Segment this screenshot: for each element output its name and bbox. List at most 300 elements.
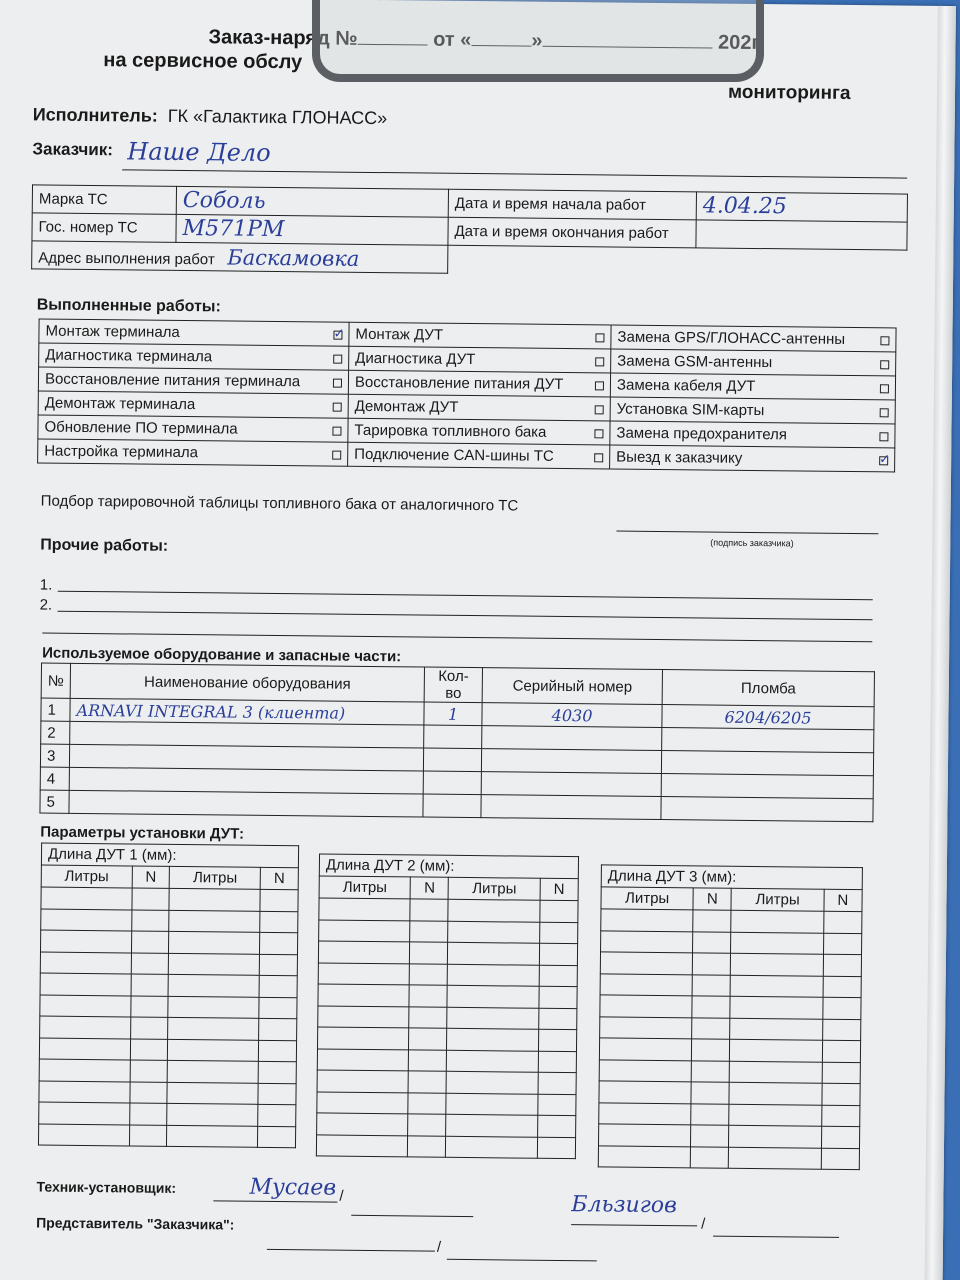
other-line-2 — [58, 611, 873, 621]
equipment-header: Серийный номер — [482, 668, 662, 705]
dut-cell[interactable] — [131, 931, 169, 953]
dut-cell[interactable] — [410, 920, 448, 942]
dut-cell[interactable] — [132, 888, 170, 910]
work-item-checkbox[interactable] — [879, 456, 888, 465]
dut-cell[interactable] — [540, 922, 578, 944]
equipment-cell — [482, 726, 662, 751]
dut-cell[interactable] — [260, 889, 298, 911]
dut-cell[interactable] — [40, 952, 131, 974]
dut-cell[interactable] — [260, 932, 298, 954]
vehicle-table — [31, 184, 908, 278]
dut-cell[interactable] — [731, 910, 823, 932]
dut-row — [40, 1016, 297, 1040]
dut-cell[interactable] — [41, 887, 132, 909]
work-item-label: Замена GSM-антенны — [617, 352, 773, 372]
dut-cell[interactable] — [729, 1082, 821, 1104]
equipment-cell — [662, 728, 874, 753]
dut-cell[interactable] — [822, 997, 861, 1019]
work-item-checkbox[interactable] — [332, 427, 341, 436]
dut-cell[interactable] — [129, 1103, 167, 1125]
rep-name-line — [447, 1259, 597, 1262]
dut-cell[interactable] — [168, 996, 259, 1018]
equipment-title: Используемое оборудование и запасные части: — [42, 644, 402, 666]
work-item-checkbox[interactable] — [880, 360, 889, 369]
equipment-cell: 2 — [41, 721, 70, 744]
dut-col-header: Литры — [731, 888, 823, 911]
dut-cell[interactable] — [409, 1049, 447, 1071]
dut-cell[interactable] — [168, 1017, 259, 1039]
dut-cell[interactable] — [823, 954, 862, 976]
dut-cell[interactable] — [410, 942, 448, 964]
dut-cell[interactable] — [167, 1103, 258, 1125]
dut-cell[interactable] — [730, 1061, 822, 1083]
dut-cell[interactable] — [538, 1094, 576, 1116]
work-item-checkbox[interactable] — [880, 408, 889, 417]
clipboard-clip — [312, 0, 764, 82]
work-item-checkbox[interactable] — [333, 355, 342, 364]
dut-cell[interactable] — [730, 1039, 822, 1061]
dut-cell[interactable] — [692, 996, 731, 1018]
dut-cell[interactable] — [692, 974, 731, 996]
dut-cell[interactable] — [167, 1125, 258, 1147]
dut-row — [38, 1124, 295, 1148]
dut-cell[interactable] — [538, 1051, 576, 1073]
dut-cell[interactable] — [447, 1050, 539, 1072]
dut-cell[interactable] — [169, 888, 260, 910]
dut-cell[interactable] — [823, 976, 862, 998]
dut-cell[interactable] — [409, 985, 447, 1007]
address-cell: Адрес выполнения работ Баскамовка — [32, 241, 448, 273]
work-item — [349, 322, 611, 349]
dut-cell[interactable] — [448, 964, 540, 986]
dut-row — [40, 952, 297, 976]
dut-cell[interactable] — [131, 952, 169, 974]
dut-cell[interactable] — [167, 1082, 258, 1104]
dut-cell[interactable] — [129, 1124, 167, 1146]
dut-title: Параметры установки ДУТ: — [40, 823, 245, 843]
work-item-label: Замена предохранителя — [616, 424, 788, 444]
dut-cell[interactable] — [691, 1103, 730, 1125]
dut-cell[interactable] — [318, 984, 410, 1006]
work-item-label: Выезд к заказчику — [616, 448, 743, 467]
dut-row — [601, 930, 862, 954]
customer-sign-line — [616, 531, 878, 535]
dut-cell[interactable] — [821, 1148, 860, 1170]
dut-cell[interactable] — [446, 1136, 538, 1158]
dut-cell[interactable] — [731, 932, 823, 954]
dut-cell[interactable] — [259, 1018, 297, 1040]
dut-row — [317, 1070, 576, 1094]
equipment-cell: 4 — [40, 767, 69, 790]
dut-cell[interactable] — [692, 1039, 731, 1061]
dut-cell[interactable] — [131, 909, 169, 931]
equipment-cell: 1 — [424, 702, 482, 726]
dut-cell[interactable] — [39, 1038, 130, 1060]
dut-cell[interactable] — [822, 1083, 861, 1105]
dut-cell[interactable] — [537, 1137, 575, 1159]
dut-cell[interactable] — [539, 1008, 577, 1030]
dut-cell[interactable] — [259, 997, 297, 1019]
dut-cell[interactable] — [259, 1040, 297, 1062]
dut-table-title: Длина ДУТ 2 (мм): — [319, 854, 578, 879]
dut-row — [40, 995, 297, 1019]
work-item — [611, 325, 896, 352]
dut-cell[interactable] — [318, 941, 410, 963]
dut-cell[interactable] — [408, 1135, 446, 1157]
executor-row: Исполнитель: ГК «Галактика ГЛОНАСС» — [32, 104, 388, 129]
equipment-cell — [423, 794, 481, 818]
rep-label: Представитель "Заказчика": — [36, 1214, 235, 1233]
work-item-checkbox[interactable] — [333, 331, 342, 340]
work-item-checkbox[interactable] — [595, 405, 604, 414]
dut-cell[interactable] — [130, 1038, 168, 1060]
dut-row — [318, 1005, 577, 1029]
dut-cell[interactable] — [601, 909, 693, 931]
work-item-checkbox[interactable] — [880, 336, 889, 345]
work-item — [348, 418, 610, 445]
dut-cell[interactable] — [822, 1019, 861, 1041]
dut-cell[interactable] — [730, 996, 822, 1018]
dut-cell[interactable] — [408, 1114, 446, 1136]
equipment-cell — [481, 749, 661, 774]
work-item-checkbox[interactable] — [595, 333, 604, 342]
dut-cell[interactable] — [317, 1091, 409, 1113]
work-item-checkbox[interactable] — [333, 379, 342, 388]
equipment-cell — [481, 795, 661, 820]
work-item-checkbox[interactable] — [595, 381, 604, 390]
dut-cell[interactable] — [539, 943, 577, 965]
other-title: Прочие работы: — [40, 536, 169, 555]
dut-cell[interactable] — [40, 1016, 131, 1038]
dut-cell[interactable] — [318, 962, 410, 984]
work-item — [38, 367, 348, 394]
dut-col-header: Литры — [601, 887, 693, 910]
dut-cell[interactable] — [316, 1134, 408, 1156]
dut-cell[interactable] — [408, 1092, 446, 1114]
dut-row — [317, 1113, 576, 1137]
work-item-label: Диагностика терминала — [45, 346, 213, 366]
dut-cell[interactable] — [600, 973, 692, 995]
dut-row — [599, 1059, 860, 1083]
dut-cell[interactable] — [599, 1038, 691, 1060]
other-item-1: 1. — [39, 576, 53, 594]
dut-row — [39, 1102, 296, 1126]
equipment-cell: 6204/6205 — [662, 705, 874, 730]
dut-table-title: Длина ДУТ 1 (мм): — [41, 843, 298, 868]
dut-col-header: Литры — [41, 865, 132, 888]
rep-slash: / — [436, 1238, 442, 1256]
dut-row — [600, 973, 861, 997]
work-item-label: Настройка терминала — [44, 442, 199, 462]
dut-cell[interactable] — [319, 898, 411, 920]
equipment-cell — [661, 751, 873, 776]
dut-cell[interactable] — [41, 909, 132, 931]
dut-cell[interactable] — [693, 931, 732, 953]
dut-cell[interactable] — [823, 911, 862, 933]
tech-label: Техник-установщик: — [36, 1178, 177, 1196]
dut-cell[interactable] — [822, 1062, 861, 1084]
customer-value: Наше Дело — [127, 137, 271, 167]
dut-cell[interactable] — [448, 942, 540, 964]
dut-cell[interactable] — [600, 952, 692, 974]
dut-cell[interactable] — [39, 1081, 130, 1103]
dut-cell[interactable] — [130, 1060, 168, 1082]
dut-cell[interactable] — [259, 975, 297, 997]
dut-row — [600, 1016, 861, 1040]
dut-cell[interactable] — [690, 1146, 729, 1168]
dut-cell[interactable] — [258, 1061, 296, 1083]
equipment-table — [39, 663, 875, 823]
work-item-label: Демонтаж терминала — [44, 394, 196, 414]
dut-col-header: N — [260, 867, 298, 889]
dut-col-header: Литры — [319, 876, 411, 899]
work-item-label: Обновление ПО терминала — [44, 418, 238, 438]
work-item-checkbox[interactable] — [333, 403, 342, 412]
dut-row — [39, 1081, 296, 1105]
dut-cell[interactable] — [821, 1105, 860, 1127]
dut-cell[interactable] — [729, 1147, 821, 1169]
dut-cell[interactable] — [822, 1040, 861, 1062]
equipment-cell: 3 — [40, 744, 69, 767]
dut-row — [598, 1145, 859, 1169]
dut-cell[interactable] — [598, 1124, 690, 1146]
dut-cell[interactable] — [39, 1059, 130, 1081]
dut-cell[interactable] — [40, 930, 131, 952]
work-item — [611, 349, 896, 376]
dut-col-header: N — [693, 888, 732, 910]
dut-cell[interactable] — [539, 986, 577, 1008]
dut-cell[interactable] — [692, 953, 731, 975]
dut-col-header: N — [410, 877, 448, 899]
dut-cell[interactable] — [599, 1059, 691, 1081]
dut-col-header: N — [540, 878, 578, 900]
work-item — [38, 439, 348, 466]
dut-col-header: Литры — [449, 877, 541, 900]
tariff-row: Подбор тарировочной таблицы топливного бака от аналогичного ТС — [40, 492, 519, 515]
dut-col-header: N — [824, 889, 863, 911]
dut-cell[interactable] — [168, 1060, 259, 1082]
order-title: Заказ-наряд № от « » 202г. — [208, 26, 764, 55]
work-item-checkbox[interactable] — [332, 451, 341, 460]
work-item — [348, 370, 610, 397]
equipment-cell — [661, 797, 873, 822]
dut-cell[interactable] — [131, 974, 169, 996]
work-item-label: Демонтаж ДУТ — [354, 397, 459, 416]
dut-row — [599, 1038, 860, 1062]
dut-cell[interactable] — [731, 975, 823, 997]
dut-cell[interactable] — [448, 921, 540, 943]
tech-slash: / — [339, 1187, 344, 1205]
dut-cell[interactable] — [169, 910, 260, 932]
work-item-checkbox[interactable] — [595, 357, 604, 366]
work-item — [39, 343, 349, 370]
work-item — [349, 346, 611, 373]
dut-cell[interactable] — [691, 1125, 730, 1147]
work-item — [348, 394, 610, 421]
dut-cell[interactable] — [168, 1039, 259, 1061]
dut-row — [598, 1124, 859, 1148]
dut-row — [600, 952, 861, 976]
address-value: Баскамовка — [227, 244, 360, 271]
dut-cell[interactable] — [537, 1115, 575, 1137]
customer-sign-caption: (подпись заказчика) — [710, 537, 794, 549]
work-item-label: Диагностика ДУТ — [355, 349, 476, 369]
dut-cell[interactable] — [40, 973, 131, 995]
tech-name-line — [351, 1215, 473, 1217]
work-item-checkbox[interactable] — [880, 384, 889, 393]
dut-col-header: N — [132, 866, 170, 888]
tech-signature: Мусаев — [249, 1174, 337, 1201]
dut-table-1 — [38, 843, 299, 1149]
dut-cell[interactable] — [730, 1018, 822, 1040]
work-item — [38, 391, 348, 418]
dut-cell[interactable] — [446, 1114, 538, 1136]
plate-label: Гос. номер ТС — [32, 213, 176, 243]
work-item-checkbox[interactable] — [879, 432, 888, 441]
dut-cell[interactable] — [317, 1070, 409, 1092]
dut-cell[interactable] — [599, 1081, 691, 1103]
dut-row — [319, 919, 578, 943]
work-item-checkbox[interactable] — [594, 429, 603, 438]
rep-signature: Бльзигов — [571, 1192, 678, 1219]
work-item-label: Тарировка топливного бака — [354, 421, 547, 441]
dut-cell[interactable] — [447, 985, 539, 1007]
work-item-checkbox[interactable] — [594, 453, 603, 462]
dut-cell[interactable] — [598, 1145, 690, 1167]
start-value: 4.04.25 — [696, 192, 907, 222]
dut-cell[interactable] — [600, 1016, 692, 1038]
work-item-label: Монтаж ДУТ — [355, 325, 444, 344]
dut-cell[interactable] — [317, 1113, 409, 1135]
dut-cell[interactable] — [130, 1081, 168, 1103]
dut-row — [316, 1134, 575, 1158]
work-item — [39, 319, 349, 346]
dut-row — [599, 1102, 860, 1126]
dut-cell[interactable] — [538, 1072, 576, 1094]
work-item-label: Восстановление питания ДУТ — [354, 373, 564, 393]
dut-cell[interactable] — [447, 1071, 539, 1093]
dut-table-title: Длина ДУТ 3 (мм): — [601, 865, 862, 890]
dut-cell[interactable] — [318, 1005, 410, 1027]
equipment-header: Пломба — [662, 670, 874, 707]
dut-row — [39, 1038, 296, 1062]
equipment-cell: 4030 — [482, 703, 662, 728]
dut-cell[interactable] — [448, 899, 540, 921]
rep-sign-line — [267, 1249, 435, 1252]
dut-cell[interactable] — [317, 1048, 409, 1070]
dut-cell[interactable] — [169, 953, 260, 975]
rep-slash-2: / — [701, 1215, 706, 1233]
equipment-cell: 1 — [41, 698, 70, 721]
dut-table-2 — [316, 853, 579, 1159]
equipment-cell — [423, 771, 481, 795]
dut-cell[interactable] — [409, 1006, 447, 1028]
work-item — [610, 397, 895, 424]
dut-cell[interactable] — [538, 1029, 576, 1051]
dut-row — [40, 930, 297, 954]
start-label: Дата и время начала работ — [448, 189, 696, 220]
dut-cell[interactable] — [692, 1017, 731, 1039]
dut-row — [39, 1059, 296, 1083]
dut-cell[interactable] — [258, 1126, 296, 1148]
work-item-label: Восстановление питания терминала — [44, 370, 301, 391]
dut-cell[interactable] — [599, 1102, 691, 1124]
dut-cell[interactable] — [729, 1104, 821, 1126]
dut-cell[interactable] — [731, 953, 823, 975]
dut-cell[interactable] — [447, 1007, 539, 1029]
dut-cell[interactable] — [40, 995, 131, 1017]
dut-cell[interactable] — [258, 1104, 296, 1126]
dut-row — [41, 887, 298, 911]
rep-name-line-2 — [713, 1236, 839, 1238]
dut-cell[interactable] — [539, 965, 577, 987]
dut-cell[interactable] — [38, 1124, 129, 1146]
dut-cell[interactable] — [600, 995, 692, 1017]
work-item-label: Замена кабеля ДУТ — [616, 376, 756, 395]
equipment-header: Наименование оборудования — [70, 663, 424, 702]
work-item-label: Подключение CAN-шины ТС — [354, 445, 554, 465]
dut-cell[interactable] — [130, 1017, 168, 1039]
work-item-label: Установка SIM-карты — [616, 400, 765, 420]
customer-row: Заказчик: — [32, 139, 114, 160]
dut-cell[interactable] — [446, 1093, 538, 1115]
dut-cell[interactable] — [319, 919, 411, 941]
dut-cell[interactable] — [259, 954, 297, 976]
dut-row — [601, 909, 862, 933]
rep-sign-line-2 — [571, 1224, 697, 1226]
dut-cell[interactable] — [693, 910, 732, 932]
dut-row — [40, 973, 297, 997]
dut-cell[interactable] — [410, 899, 448, 921]
dut-row — [317, 1048, 576, 1072]
dut-cell[interactable] — [823, 933, 862, 955]
plate-value: М571РМ — [176, 214, 448, 245]
dut-row — [319, 898, 578, 922]
end-value — [696, 220, 907, 250]
work-item-label: Монтаж терминала — [45, 322, 180, 341]
dut-cell[interactable] — [447, 1028, 539, 1050]
dut-row — [318, 984, 577, 1008]
work-item — [610, 373, 895, 400]
brand-value: Соболь — [176, 186, 448, 217]
end-label: Дата и время окончания работ — [448, 217, 696, 248]
dut-cell[interactable] — [131, 995, 169, 1017]
brand-label: Марка ТС — [32, 185, 176, 215]
dut-cell[interactable] — [317, 1027, 409, 1049]
equipment-cell — [661, 774, 873, 799]
dut-cell[interactable] — [39, 1102, 130, 1124]
dut-table-3 — [598, 864, 863, 1170]
dut-cell[interactable] — [408, 1071, 446, 1093]
dut-cell[interactable] — [601, 930, 693, 952]
dut-cell[interactable] — [258, 1083, 296, 1105]
dut-cell[interactable] — [691, 1060, 730, 1082]
dut-cell[interactable] — [260, 911, 298, 933]
dut-row — [317, 1091, 576, 1115]
work-item-label: Замена GPS/ГЛОНАСС-антенны — [617, 328, 846, 348]
dut-cell[interactable] — [821, 1126, 860, 1148]
dut-cell[interactable] — [540, 900, 578, 922]
other-line-1 — [58, 591, 873, 601]
dut-cell[interactable] — [410, 963, 448, 985]
dut-cell[interactable] — [169, 974, 260, 996]
dut-cell[interactable] — [691, 1082, 730, 1104]
order-subtitle: на сервисное обслу — [103, 49, 303, 74]
order-subtitle-tail: мониторинга — [727, 81, 851, 104]
dut-cell[interactable] — [729, 1125, 821, 1147]
dut-cell[interactable] — [169, 931, 260, 953]
dut-cell[interactable] — [409, 1028, 447, 1050]
